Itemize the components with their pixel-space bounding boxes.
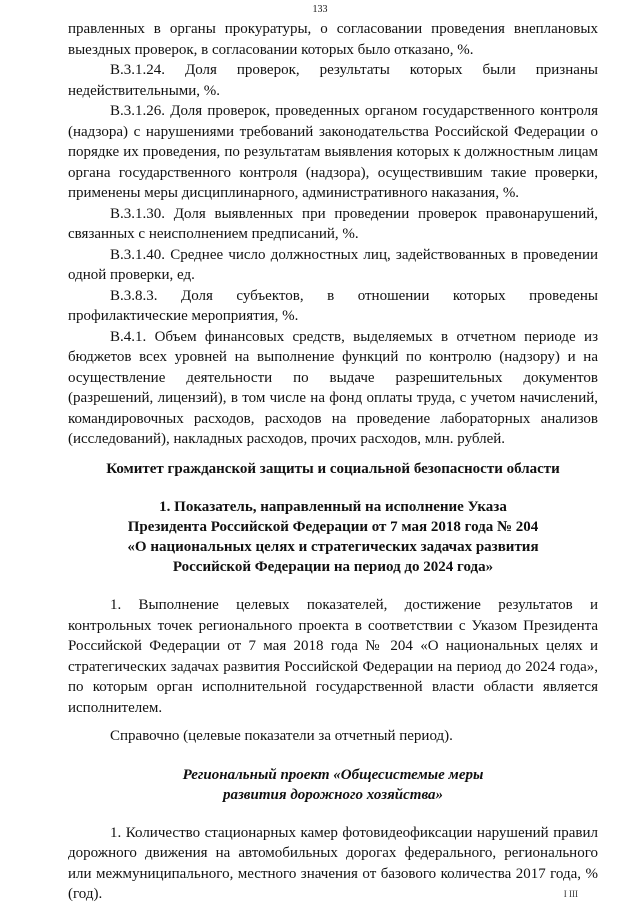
indicator-heading-line-3: «О национальных целях и стратегических задачах развития (127, 539, 539, 555)
paragraph-v3-1-24: В.3.1.24. Доля проверок, результаты которых были признаны недействительными, %. (68, 62, 598, 99)
paragraph-v3-1-40: В.3.1.40. Среднее число должностных лиц, задействованных в проведении одной проверки, ед. (68, 246, 598, 283)
paragraph-cameras: 1. Количество стационарных камер фотовидеофиксации нарушений правил дорожного движения на автомобильных дорогах федерального, регионального или межмуниципального, местного значения от базового количества 2017 года, % (год). (68, 824, 598, 902)
footer-mark: I III (563, 889, 578, 899)
paragraph-targets: 1. Выполнение целевых показателей, достижение результатов и контрольных точек регионального проекта в соответствии с Указом Президента Российской Федерации от 7 мая 2018 года № 204 «О национальных целях и стратегических задачах развития Российской Федерации на период до 2024 года», по которым орган исполнительной государственной власти области является исполнителем. (68, 597, 598, 716)
project-heading-line-1: Региональный проект «Общесистемые меры (182, 766, 484, 783)
page-number: 133 (312, 4, 328, 15)
indicator-heading-line-1: 1. Показатель, направленный на исполнение Указа (159, 499, 507, 515)
document-body (68, 19, 598, 905)
project-heading-line-2: развития дорожного хозяйства» (222, 786, 444, 803)
paragraph-reference: Справочно (целевые показатели за отчетный период). (110, 728, 453, 744)
indicator-heading-line-2: Президента Российской Федерации от 7 мая 2018 года № 204 (127, 519, 539, 535)
paragraph-v3-8-3: В.3.8.3. Доля субъектов, в отношении которых проведены профилактические мероприятия, %. (68, 287, 598, 324)
project-heading (68, 765, 598, 805)
paragraph-v4-1: В.4.1. Объем финансовых средств, выделяемых в отчетном периоде из бюджетов всех уровней на выполнение функций по контролю (надзору) и на осуществление деятельности по выдаче разрешительных документов (разрешений, лицензий), в том числе на фонд оплаты труда, с учетом начислений, командировочных расходов, расходов на проведение лабораторных анализов (исследований), накладных расходов, прочих расходов, млн. рублей. (68, 328, 598, 447)
paragraph-continuation: правленных в органы прокуратуры, о согласовании проведения внеплановых выездных проверок, в согласовании которых было отказано, %. (68, 21, 598, 58)
indicator-heading (68, 497, 598, 577)
paragraph-v3-1-30: В.3.1.30. Доля выявленных при проведении проверок правонарушений, связанных с неисполнением предписаний, %. (68, 205, 598, 242)
indicator-heading-line-4: Российской Федерации на период до 2024 года» (172, 559, 494, 575)
committee-heading: Комитет гражданской защиты и социальной безопасности области (106, 460, 560, 477)
paragraph-v3-1-26: В.3.1.26. Доля проверок, проведенных органом государственного контроля (надзора) с нарушениями требований законодательства Российской Федерации о порядке их проведения, по результатам выявления которых к должностным лицам органа государственного контроля (надзора), осуществившим такие проверки, применены меры дисциплинарного, административного наказания, %. (68, 103, 598, 201)
